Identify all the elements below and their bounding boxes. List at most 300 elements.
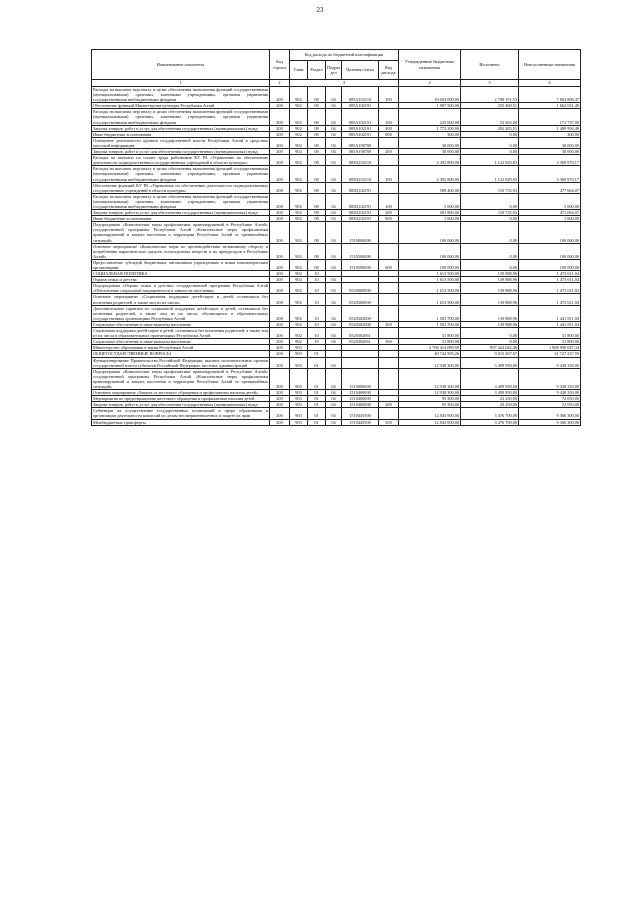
row-code: 200 <box>270 339 290 345</box>
row-target: 1510445500 <box>342 419 379 425</box>
row-glava: 902 <box>290 182 308 193</box>
row-executed: 0,00 <box>461 339 519 345</box>
table-row <box>92 259 581 270</box>
row-vid <box>379 328 399 339</box>
row-razdel: 08 <box>308 103 326 109</box>
table-row <box>92 328 581 339</box>
row-executed: 3 499 950,00 <box>461 357 519 368</box>
row-code: 200 <box>270 402 290 408</box>
row-executed: 53 263,00 <box>461 109 519 125</box>
header-name: Наименование показателя <box>92 50 270 80</box>
row-code: 200 <box>270 259 290 270</box>
row-razdel: 08 <box>308 131 326 137</box>
row-target: 0520302061 <box>342 339 379 345</box>
row-razdel: 08 <box>308 125 326 131</box>
table-row <box>92 166 581 182</box>
row-target: 085А102191 <box>342 131 379 137</box>
row-target: 1510500000 <box>342 243 379 259</box>
row-glava: 903 <box>290 351 308 357</box>
row-approved: 12 843 000,00 <box>399 408 461 419</box>
row-glava: 903 <box>290 408 308 419</box>
row-executed: 0,00 <box>461 216 519 222</box>
row-name: Основное мероприятие «Комплексные меры по противодействию незаконному обороту и потреблению наркотических средств, психотропных веществ и их прекурсоров в Республике Алтай» <box>93 243 268 259</box>
row-executed: 0,00 <box>461 137 519 148</box>
row-unexecuted: 1 473 611,04 <box>519 294 581 305</box>
row-unexecuted: 1 441 811,04 <box>519 305 581 321</box>
row-approved: 1 997 500,00 <box>399 103 461 109</box>
row-code: 200 <box>270 210 290 216</box>
row-name: Охрана семьи и детства <box>92 277 270 283</box>
row-approved: 31 800,00 <box>399 328 461 339</box>
row-executed: 23 250,00 <box>461 396 519 402</box>
table-row <box>92 294 581 305</box>
row-podrazdel: 04 <box>326 259 342 270</box>
row-razdel: 08 <box>308 182 326 193</box>
row-name: Расходы на выплаты по оплате труда работников КУ РА «Управление по обеспечению деятельности подведомственных государственных учреждений в области культуры» <box>93 155 268 166</box>
row-glava: 902 <box>290 305 308 321</box>
row-name: Субвенции на осуществление государственных полномочий в сфере образования и организации деятельности комиссий по делам несовершеннолетних и защите их прав <box>93 408 268 419</box>
row-razdel: 10 <box>308 339 326 345</box>
row-podrazdel: 04 <box>326 125 342 131</box>
row-executed: 282 205,51 <box>461 125 519 131</box>
row-glava: 902 <box>290 193 308 209</box>
row-approved: 31 800,00 <box>399 339 461 345</box>
row-unexecuted: 1 489 994,49 <box>519 125 581 131</box>
row-unexecuted: 31 727 237,59 <box>519 351 581 357</box>
row-name: Основное мероприятие «Социальная поддержка детей-сирот и детей, оставшихся без попечения родителей, а также лиц из их числа» <box>93 294 268 305</box>
row-name: Обеспечение функций Министерства культуры Республики Алтай <box>92 103 270 109</box>
row-approved: 1 772 200,00 <box>399 125 461 131</box>
row-podrazdel: 04 <box>326 419 342 425</box>
row-podrazdel: 04 <box>326 131 342 137</box>
row-glava: 902 <box>290 125 308 131</box>
row-podrazdel: 04 <box>326 222 342 243</box>
header-razdel: Раздел <box>308 61 326 80</box>
table-row <box>92 222 581 243</box>
table-row <box>92 408 581 419</box>
row-unexecuted: 31 800,00 <box>519 328 581 339</box>
row-razdel: 01 <box>308 408 326 419</box>
row-glava: 903 <box>290 390 308 396</box>
row-code: 200 <box>270 345 290 351</box>
row-glava: 902 <box>290 131 308 137</box>
row-name: Расходы на выплаты персоналу в целях обеспечения выполнения функций государственными (муниципальными) органами, казенными учреждениями, органами управления государственными внебюджетными фондами <box>93 166 268 182</box>
row-glava: 902 <box>290 155 308 166</box>
row-target: 085Ц102110 <box>342 166 379 182</box>
table-row <box>92 368 581 389</box>
table-row <box>92 109 581 125</box>
column-number: 5 <box>461 80 519 87</box>
row-target: 0520302000 <box>342 321 379 327</box>
row-vid <box>379 222 399 243</box>
row-unexecuted: 31 800,00 <box>519 339 581 345</box>
row-unexecuted: 1 473 611,04 <box>519 271 581 277</box>
row-executed: 3 499 950,00 <box>461 390 519 396</box>
row-razdel: 08 <box>308 109 326 125</box>
row-code: 200 <box>270 216 290 222</box>
row-glava: 902 <box>290 87 308 103</box>
row-razdel: 08 <box>308 166 326 182</box>
row-unexecuted: 9 438 350,00 <box>519 357 581 368</box>
row-approved: 30 000,00 <box>399 137 461 148</box>
row-vid: 300 <box>379 321 399 327</box>
row-code: 200 <box>270 166 290 182</box>
row-target: 085Ц102191 <box>342 216 379 222</box>
row-vid <box>379 182 399 193</box>
row-name: Министерство образования и науки Республики Алтай <box>92 345 270 351</box>
row-executed: 139 888,96 <box>461 283 519 294</box>
row-executed: 0,00 <box>461 193 519 209</box>
row-podrazdel: 04 <box>326 155 342 166</box>
row-approved: 5 000,00 <box>399 193 461 209</box>
header-classification: Код расхода по бюджетной классификации <box>290 50 399 61</box>
row-podrazdel: 04 <box>326 368 342 389</box>
table-row <box>92 87 581 103</box>
row-unexecuted: 1 473 611,04 <box>519 277 581 283</box>
row-code: 200 <box>270 396 290 402</box>
row-name: СОЦИАЛЬНАЯ ПОЛИТИКА <box>92 271 270 277</box>
row-target: 085Ц102191 <box>342 193 379 209</box>
row-glava: 902 <box>290 103 308 109</box>
page-number: 23 <box>316 6 324 14</box>
row-target: 085А102191 <box>342 109 379 125</box>
row-podrazdel: 04 <box>326 109 342 125</box>
row-podrazdel: 04 <box>326 277 342 283</box>
table-row <box>92 193 581 209</box>
column-number: 2 <box>270 80 290 87</box>
row-executed: 3 476 700,00 <box>461 408 519 419</box>
row-unexecuted: 9 366 300,00 <box>519 419 581 425</box>
row-unexecuted: 30 000,00 <box>519 137 581 148</box>
row-target: 1510445500 <box>342 408 379 419</box>
table-body <box>92 87 581 426</box>
header-vid: Вид расхода <box>379 61 399 80</box>
row-unexecuted: 9 366 300,00 <box>519 408 581 419</box>
row-executed: 139 888,96 <box>461 271 519 277</box>
row-code: 200 <box>270 357 290 368</box>
row-vid: 100 <box>379 166 399 182</box>
row-unexecuted: 100 000,00 <box>519 243 581 259</box>
row-podrazdel: 04 <box>326 357 342 368</box>
row-code: 200 <box>270 419 290 425</box>
row-razdel: 10 <box>308 305 326 321</box>
row-unexecuted: 5 000,00 <box>519 193 581 209</box>
row-name: ОБЩЕГОСУДАРСТВЕННЫЕ ВОПРОСЫ <box>92 351 270 357</box>
row-podrazdel: 04 <box>326 216 342 222</box>
row-glava: 902 <box>290 216 308 222</box>
table-row <box>92 182 581 193</box>
row-code: 200 <box>270 368 290 389</box>
row-unexecuted: 171 737,00 <box>519 109 581 125</box>
header-approved: Утвержденные бюджетные назначения <box>399 50 461 80</box>
row-target: 085А198700 <box>342 137 379 148</box>
row-razdel: 08 <box>308 149 326 155</box>
row-unexecuted: 471 064,07 <box>519 210 581 216</box>
row-target: 0520300000 <box>342 294 379 305</box>
row-glava: 903 <box>290 419 308 425</box>
header-unexecuted: Неисполненные назначения <box>519 50 581 80</box>
row-razdel: 08 <box>308 259 326 270</box>
row-approved: 581 800,00 <box>399 210 461 216</box>
row-executed: 139 888,96 <box>461 321 519 327</box>
row-executed: 23 250,00 <box>461 402 519 408</box>
row-glava: 903 <box>290 357 308 368</box>
row-executed: 139 888,96 <box>461 294 519 305</box>
row-vid <box>379 283 399 294</box>
row-vid: 200 <box>379 402 399 408</box>
row-vid <box>379 357 399 368</box>
row-vid <box>379 155 399 166</box>
row-unexecuted: 72 050,00 <box>519 396 581 402</box>
row-unexecuted: 1 600,00 <box>519 216 581 222</box>
header-target: Целевая статья <box>342 61 379 80</box>
row-code: 200 <box>270 182 290 193</box>
row-razdel: 01 <box>308 351 326 357</box>
row-unexecuted: 1 441 811,04 <box>519 321 581 327</box>
row-name: Социальное обеспечение и иные выплаты населению <box>92 321 270 327</box>
row-approved: 12 938 300,00 <box>399 390 461 396</box>
row-target: 1510000000 <box>342 222 379 243</box>
row-code: 200 <box>270 149 290 155</box>
row-glava: 903 <box>290 368 308 389</box>
table-row <box>92 305 581 321</box>
row-approved: 100 000,00 <box>399 243 461 259</box>
row-unexecuted: 300,00 <box>519 131 581 137</box>
row-approved: 1 613 500,00 <box>399 277 461 283</box>
row-razdel: 10 <box>308 321 326 327</box>
row-name: Иные бюджетные ассигнования <box>92 216 270 222</box>
row-name: Расходы на выплаты персоналу в целях обеспечения выполнения функций государственными (муниципальными) органами, казенными учреждениями, органами управления государственными внебюджетными фондами <box>93 87 268 103</box>
row-approved: 30 000,00 <box>399 149 461 155</box>
row-podrazdel: 04 <box>326 193 342 209</box>
row-unexecuted: 9 438 350,00 <box>519 390 581 396</box>
row-approved: 300,00 <box>399 131 461 137</box>
row-target: 1510400000 <box>342 390 379 396</box>
row-approved: 2 706 414 089,50 <box>399 345 461 351</box>
row-name: Расходы на выплаты персоналу в целях обеспечения выполнения функций государственными (муниципальными) органами, казенными учреждениями, органами управления государственными внебюджетными фондами <box>93 193 268 209</box>
row-executed: 335 468,51 <box>461 103 519 109</box>
column-number: 1 <box>92 80 270 87</box>
row-code: 200 <box>270 131 290 137</box>
row-podrazdel: 04 <box>326 210 342 216</box>
row-glava: 902 <box>290 222 308 243</box>
row-podrazdel: 04 <box>326 390 342 396</box>
row-target: 1510500000 <box>342 259 379 270</box>
header-glava: Глава <box>290 61 308 80</box>
row-target <box>342 357 379 368</box>
row-name: Предоставление субсидий бюджетным, автономным учреждениям и иным некоммерческим организациям <box>93 259 268 270</box>
row-glava: 902 <box>290 277 308 283</box>
row-code: 200 <box>270 271 290 277</box>
row-glava: 902 <box>290 166 308 182</box>
row-razdel: 08 <box>308 87 326 103</box>
row-executed: 2 798 191,53 <box>461 87 519 103</box>
row-executed: 3 476 700,00 <box>461 419 519 425</box>
row-target: 085А102191 <box>342 125 379 131</box>
row-razdel: 08 <box>308 155 326 166</box>
row-podrazdel: 04 <box>326 103 342 109</box>
row-name: Закупка товаров, работ и услуг для обеспечения государственных (муниципальных) нужд <box>92 125 270 131</box>
row-approved: 12 938 300,00 <box>399 357 461 368</box>
row-name: Подпрограмма «Комплексные меры профилактики правонарушений в Республике Алтай» государственной программы Республики Алтай «Комплексные меры профилактики правонарушений и защита населения и территории Республики Алтай от чрезвычайных ситуаций» <box>93 368 268 389</box>
table-row <box>92 357 581 368</box>
row-executed: 3 499 950,00 <box>461 368 519 389</box>
row-name: Закупка товаров, работ и услуг для обеспечения государственных (муниципальных) нужд <box>92 402 270 408</box>
row-podrazdel: 04 <box>326 339 342 345</box>
row-executed: 0,00 <box>461 259 519 270</box>
row-code: 200 <box>270 294 290 305</box>
row-code: 200 <box>270 155 290 166</box>
row-code: 200 <box>270 351 290 357</box>
row-glava: 903 <box>290 402 308 408</box>
row-code: 200 <box>270 390 290 396</box>
table-row <box>92 419 581 425</box>
row-vid: 800 <box>379 216 399 222</box>
row-glava: 902 <box>290 271 308 277</box>
row-razdel: 01 <box>308 402 326 408</box>
row-executed: 0,00 <box>461 328 519 339</box>
row-code: 200 <box>270 222 290 243</box>
row-code: 200 <box>270 87 290 103</box>
budget-execution-table <box>91 49 581 426</box>
row-approved: 1 613 500,00 <box>399 283 461 294</box>
row-code: 200 <box>270 321 290 327</box>
row-razdel: 01 <box>308 396 326 402</box>
row-unexecuted: 9 438 350,00 <box>519 368 581 389</box>
row-name: Закупка товаров, работ и услуг для обеспечения государственных (муниципальных) нужд <box>92 149 270 155</box>
row-code: 200 <box>270 408 290 419</box>
row-vid: 100 <box>379 87 399 103</box>
row-code: 200 <box>270 277 290 283</box>
row-approved: 100 000,00 <box>399 259 461 270</box>
row-vid: 200 <box>379 210 399 216</box>
row-approved: 4 492 800,00 <box>399 155 461 166</box>
column-number: 3 <box>290 80 399 87</box>
row-code: 200 <box>270 137 290 148</box>
row-podrazdel: 04 <box>326 294 342 305</box>
row-razdel: 10 <box>308 271 326 277</box>
row-target: 085Ц102191 <box>342 210 379 216</box>
row-code: 200 <box>270 109 290 125</box>
row-razdel: 08 <box>308 193 326 209</box>
row-approved: 95 300,00 <box>399 402 461 408</box>
row-target: 085Ц102110 <box>342 155 379 166</box>
row-vid: 600 <box>379 259 399 270</box>
row-unexecuted: 7 804 808,47 <box>519 87 581 103</box>
row-name: Подпрограмма «Комплексные меры профилактики правонарушений в Республике Алтай» государственной программы Республики Алтай «Комплексные меры профилактики правонарушений и защита населения и территории Республики Алтай от чрезвычайных ситуаций» <box>93 222 268 243</box>
row-code: 200 <box>270 305 290 321</box>
row-unexecuted: 3 369 970,17 <box>519 166 581 182</box>
row-razdel: 08 <box>308 137 326 148</box>
row-executed: 1 122 829,83 <box>461 166 519 182</box>
row-target: 085А198700 <box>342 149 379 155</box>
row-name: Обеспечение функций КУ РА «Управление по обеспечению деятельности подведомственных государственных учреждений в области культуры» <box>93 182 268 193</box>
row-executed: 0,00 <box>461 149 519 155</box>
row-podrazdel: 04 <box>326 408 342 419</box>
row-razdel: 01 <box>308 368 326 389</box>
row-glava: 902 <box>290 243 308 259</box>
row-unexecuted: 30 000,00 <box>519 149 581 155</box>
row-vid: 300 <box>379 339 399 345</box>
table-row <box>92 243 581 259</box>
row-name: Закупка товаров, работ и услуг для обеспечения государственных (муниципальных) нужд <box>92 210 270 216</box>
row-executed: 0,00 <box>461 222 519 243</box>
row-code: 200 <box>270 328 290 339</box>
row-executed: 897 424 042,46 <box>461 345 519 351</box>
row-approved: 12 938 300,00 <box>399 368 461 389</box>
row-podrazdel: 04 <box>326 305 342 321</box>
row-vid <box>379 294 399 305</box>
row-unexecuted: 100 000,00 <box>519 259 581 270</box>
row-vid: 200 <box>379 125 399 131</box>
row-podrazdel: 04 <box>326 402 342 408</box>
row-razdel: 01 <box>308 390 326 396</box>
row-executed: 139 888,96 <box>461 305 519 321</box>
row-razdel: 08 <box>308 210 326 216</box>
row-name: Социальная поддержка детей-сирот и детей, оставшихся без попечения родителей, а также лиц из их числа в образовательных организациях Республики Алтай <box>93 328 268 339</box>
row-podrazdel: 04 <box>326 328 342 339</box>
row-approved: 1 581 700,00 <box>399 305 461 321</box>
row-podrazdel: 04 <box>326 396 342 402</box>
row-glava: 902 <box>290 283 308 294</box>
row-glava: 902 <box>290 328 308 339</box>
row-approved: 40 742 505,26 <box>399 351 461 357</box>
row-unexecuted: 1 808 990 047,34 <box>519 345 581 351</box>
row-approved: 1 581 700,00 <box>399 321 461 327</box>
row-razdel: 10 <box>308 277 326 283</box>
row-glava: 902 <box>290 109 308 125</box>
row-approved: 1 613 500,00 <box>399 271 461 277</box>
row-unexecuted: 1 662 031,49 <box>519 103 581 109</box>
row-vid <box>379 368 399 389</box>
row-target: 0520000000 <box>342 283 379 294</box>
row-razdel: 10 <box>308 294 326 305</box>
row-glava: 902 <box>290 210 308 216</box>
row-razdel: 08 <box>308 222 326 243</box>
row-approved: 1 613 500,00 <box>399 294 461 305</box>
row-executed: 139 888,96 <box>461 277 519 283</box>
row-glava: 902 <box>290 137 308 148</box>
header-code-line: Код строки <box>270 50 290 80</box>
header-podrazdel: Подраз дел <box>326 61 342 80</box>
row-podrazdel: 04 <box>326 87 342 103</box>
row-approved: 1 600,00 <box>399 216 461 222</box>
row-podrazdel: 04 <box>326 137 342 148</box>
row-target: 1510400000 <box>342 396 379 402</box>
row-target: 1510400000 <box>342 402 379 408</box>
column-number: 4 <box>399 80 461 87</box>
row-executed: 110 735,93 <box>461 210 519 216</box>
row-name: Мероприятия по предотвращению жестокого обращения и профилактике насилия детей <box>92 396 270 402</box>
row-name: Дополнительные гарантии по социальной поддержке детей-сирот и детей, оставшихся без попечения родителей, а также лиц из их числа, обучающихся в образовательных государственных организациях Республики Алтай <box>93 305 268 321</box>
row-approved: 225 000,00 <box>399 109 461 125</box>
row-vid: 500 <box>379 419 399 425</box>
row-razdel: 01 <box>308 357 326 368</box>
row-razdel: 08 <box>308 243 326 259</box>
row-razdel: 08 <box>308 216 326 222</box>
row-name: Подпрограмма «Охрана семьи и детства» государственной программы Республики Алтай «Обеспечение социальной защищенности и занятости населения» <box>93 283 268 294</box>
row-razdel: 10 <box>308 283 326 294</box>
row-glava: 902 <box>290 259 308 270</box>
row-vid: 100 <box>379 109 399 125</box>
row-code: 200 <box>270 283 290 294</box>
row-glava: 902 <box>290 149 308 155</box>
row-approved: 588 400,00 <box>399 182 461 193</box>
row-vid <box>379 243 399 259</box>
row-podrazdel: 04 <box>326 166 342 182</box>
row-target: 1510000000 <box>342 368 379 389</box>
row-name: Социальное обеспечение и иные выплаты населению <box>92 339 270 345</box>
